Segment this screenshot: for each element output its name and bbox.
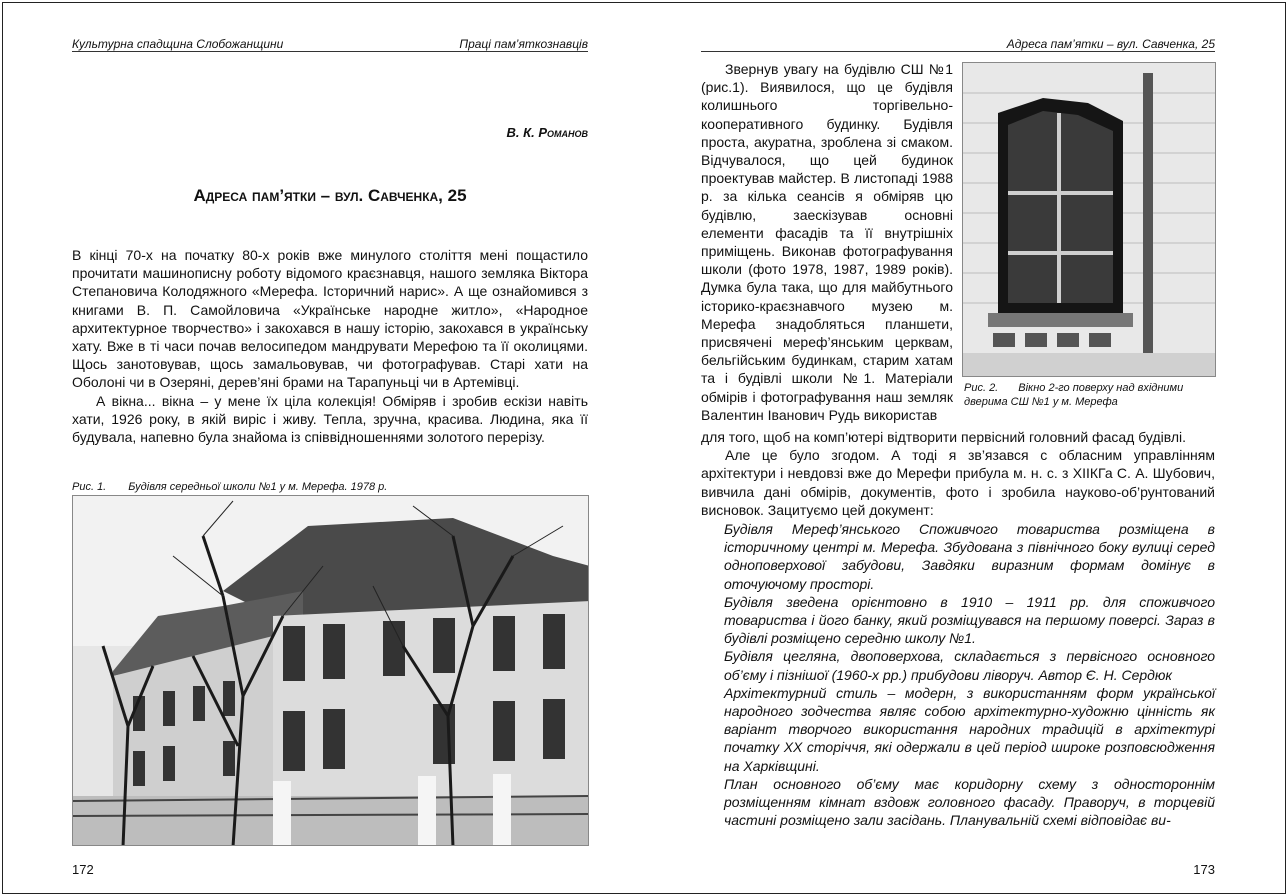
running-head-section: Праці пам’яткознавців	[459, 37, 588, 51]
paragraph: для того, щоб на комп’ютері відтворити первісний головний фасад будівлі.	[701, 429, 1187, 445]
figure1-label: Рис. 1.	[72, 481, 107, 493]
quote-paragraph: План основного об’єму має коридорну схему з одностороннім розміщенням кімнат вздовж головного фасаду. Праворуч, в торцевій частині розміщено зали засідань. Планувальній схемі відповідає ви-	[724, 775, 1215, 829]
running-head-right: Адреса пам’ятки – вул. Савченка, 25	[1006, 37, 1215, 51]
quote-paragraph: Архітектурний стиль – модерн, з використанням форм української народного зодчества являє собою архітектурно-художню цінність як варіант творчого використання народних традицій в архітектурі початку ХХ сторіччя, які одержали в цей період широке розповсюдження на Харківщині.	[724, 684, 1215, 774]
figure2-label: Рис. 2.	[964, 382, 999, 394]
right-text-full	[701, 428, 1215, 519]
author-initials: В. К.	[506, 125, 535, 140]
figure1-photo-school-building	[72, 495, 589, 846]
header-rule-left	[72, 51, 588, 52]
article-title: Адреса пам’ятки – вул. Савченка, 25	[193, 186, 467, 205]
figure1-caption	[72, 480, 588, 494]
left-text	[72, 246, 588, 446]
quote-paragraph: Будівля Мереф’янського Споживчого товариства розміщена в історичному центрі м. Мерефа. Збудована з північного боку вулиці серед одноповерхової забудови, Завдяки виразним формам домінує в оточуючому просторі.	[724, 521, 1215, 592]
figure2-caption	[964, 381, 1216, 409]
quote-paragraph: Будівля зведена орієнтовно в 1910 – 1911 рр. для споживчого товариства і його банку, який розміщувався на першому поверсі. Зараз в будівлі розміщено середню школу №1.	[724, 593, 1215, 647]
paragraph: В кінці 70-х на початку 80-х років вже минулого століття мені пощастило прочитати машинописну роботу відомого краєзнавця, нашого земляка Віктора Степановича Колодяжного «Мерефа. Історичний нарис». А ще ознайомився з книгами В. П. Самойловича «Українське народне житло», «Народное архитектурное творчество» і закохався в нашу історію, закохався в українську хату. Вже в ті часи почав велосипедом мандрувати Мерефою та її околицями. Щось занотовував, щось замальовував, чи фотографував. Старі хати на Оболоні чи в Озеряні, дерев’яні брами на Тарапуньці чи в Артемівці.	[72, 247, 588, 391]
paragraph: Звернув увагу на будівлю СШ №1 (рис.1). Виявилося, що це будівля колишнього торгівельно-кооперативного будинку. Будівля проста, акуратна, зроблена зі смаком. Відчувалося, що цей будинок проектував майстер. В листопаді 1988 р. за кілька сеансів я обміряв цю будівлю, заескізував основні елементи фасадів та її внутрішніх приміщень. Виконав фотографування школи (фото 1978, 1987, 1989 років). Думка була така, що для майбутнього історико-краєзнавчого музею м. Мерефа знадобляться планшети, присвячені мереф’янським церквам, бельгійським будинкам, старим хатам та і будівлі школи №1. Матеріали обмірів і фотографування наш земляк Валентин Іванович Рудь використав	[701, 61, 953, 423]
running-head-left: Культурна спадщина Слобожанщини	[72, 37, 284, 51]
figure2-photo-window	[962, 62, 1216, 377]
figure2-caption-text: Вікно 2-го поверху над вхідними дверима СШ №1 у м. Мерефа	[964, 382, 1184, 408]
figure1-caption-text: Будівля середньої школи №1 у м. Мерефа. 1978 р.	[128, 481, 388, 493]
quote-paragraph: Будівля цегляна, двоповерхова, складається з первісного основного об’єму і пізнішої (1960-х рр.) прибудови ліворуч. Автор Є. Н. Сердюк	[724, 648, 1215, 683]
quoted-document	[724, 520, 1215, 829]
author	[420, 125, 588, 141]
right-text-column	[701, 60, 953, 424]
paragraph: А вікна... вікна – у мене їх ціла колекція! Обміряв і зробив ескізи навіть хати, 1926 року, в якій виріс і живу. Тепла, зручна, красива. Людина, яка її будувала, напевно була знайома із співвідношеннями золотого перерізу.	[72, 392, 588, 446]
author-surname: Романов	[538, 125, 588, 140]
page-number-right: 173	[1193, 862, 1215, 877]
page-number-left: 172	[72, 862, 94, 877]
header-rule-right	[701, 51, 1215, 52]
paragraph: Але це було згодом. А тоді я зв’язався с обласним управлінням архітектури і невдовзі вже до Мерефи прибула м. н. с. з ХІІКГа С. А. Шубович, вивчила дані обмірів, документів, фото і зробила науково-об’рунтований висновок. Зацитуємо цей документ:	[701, 447, 1215, 518]
